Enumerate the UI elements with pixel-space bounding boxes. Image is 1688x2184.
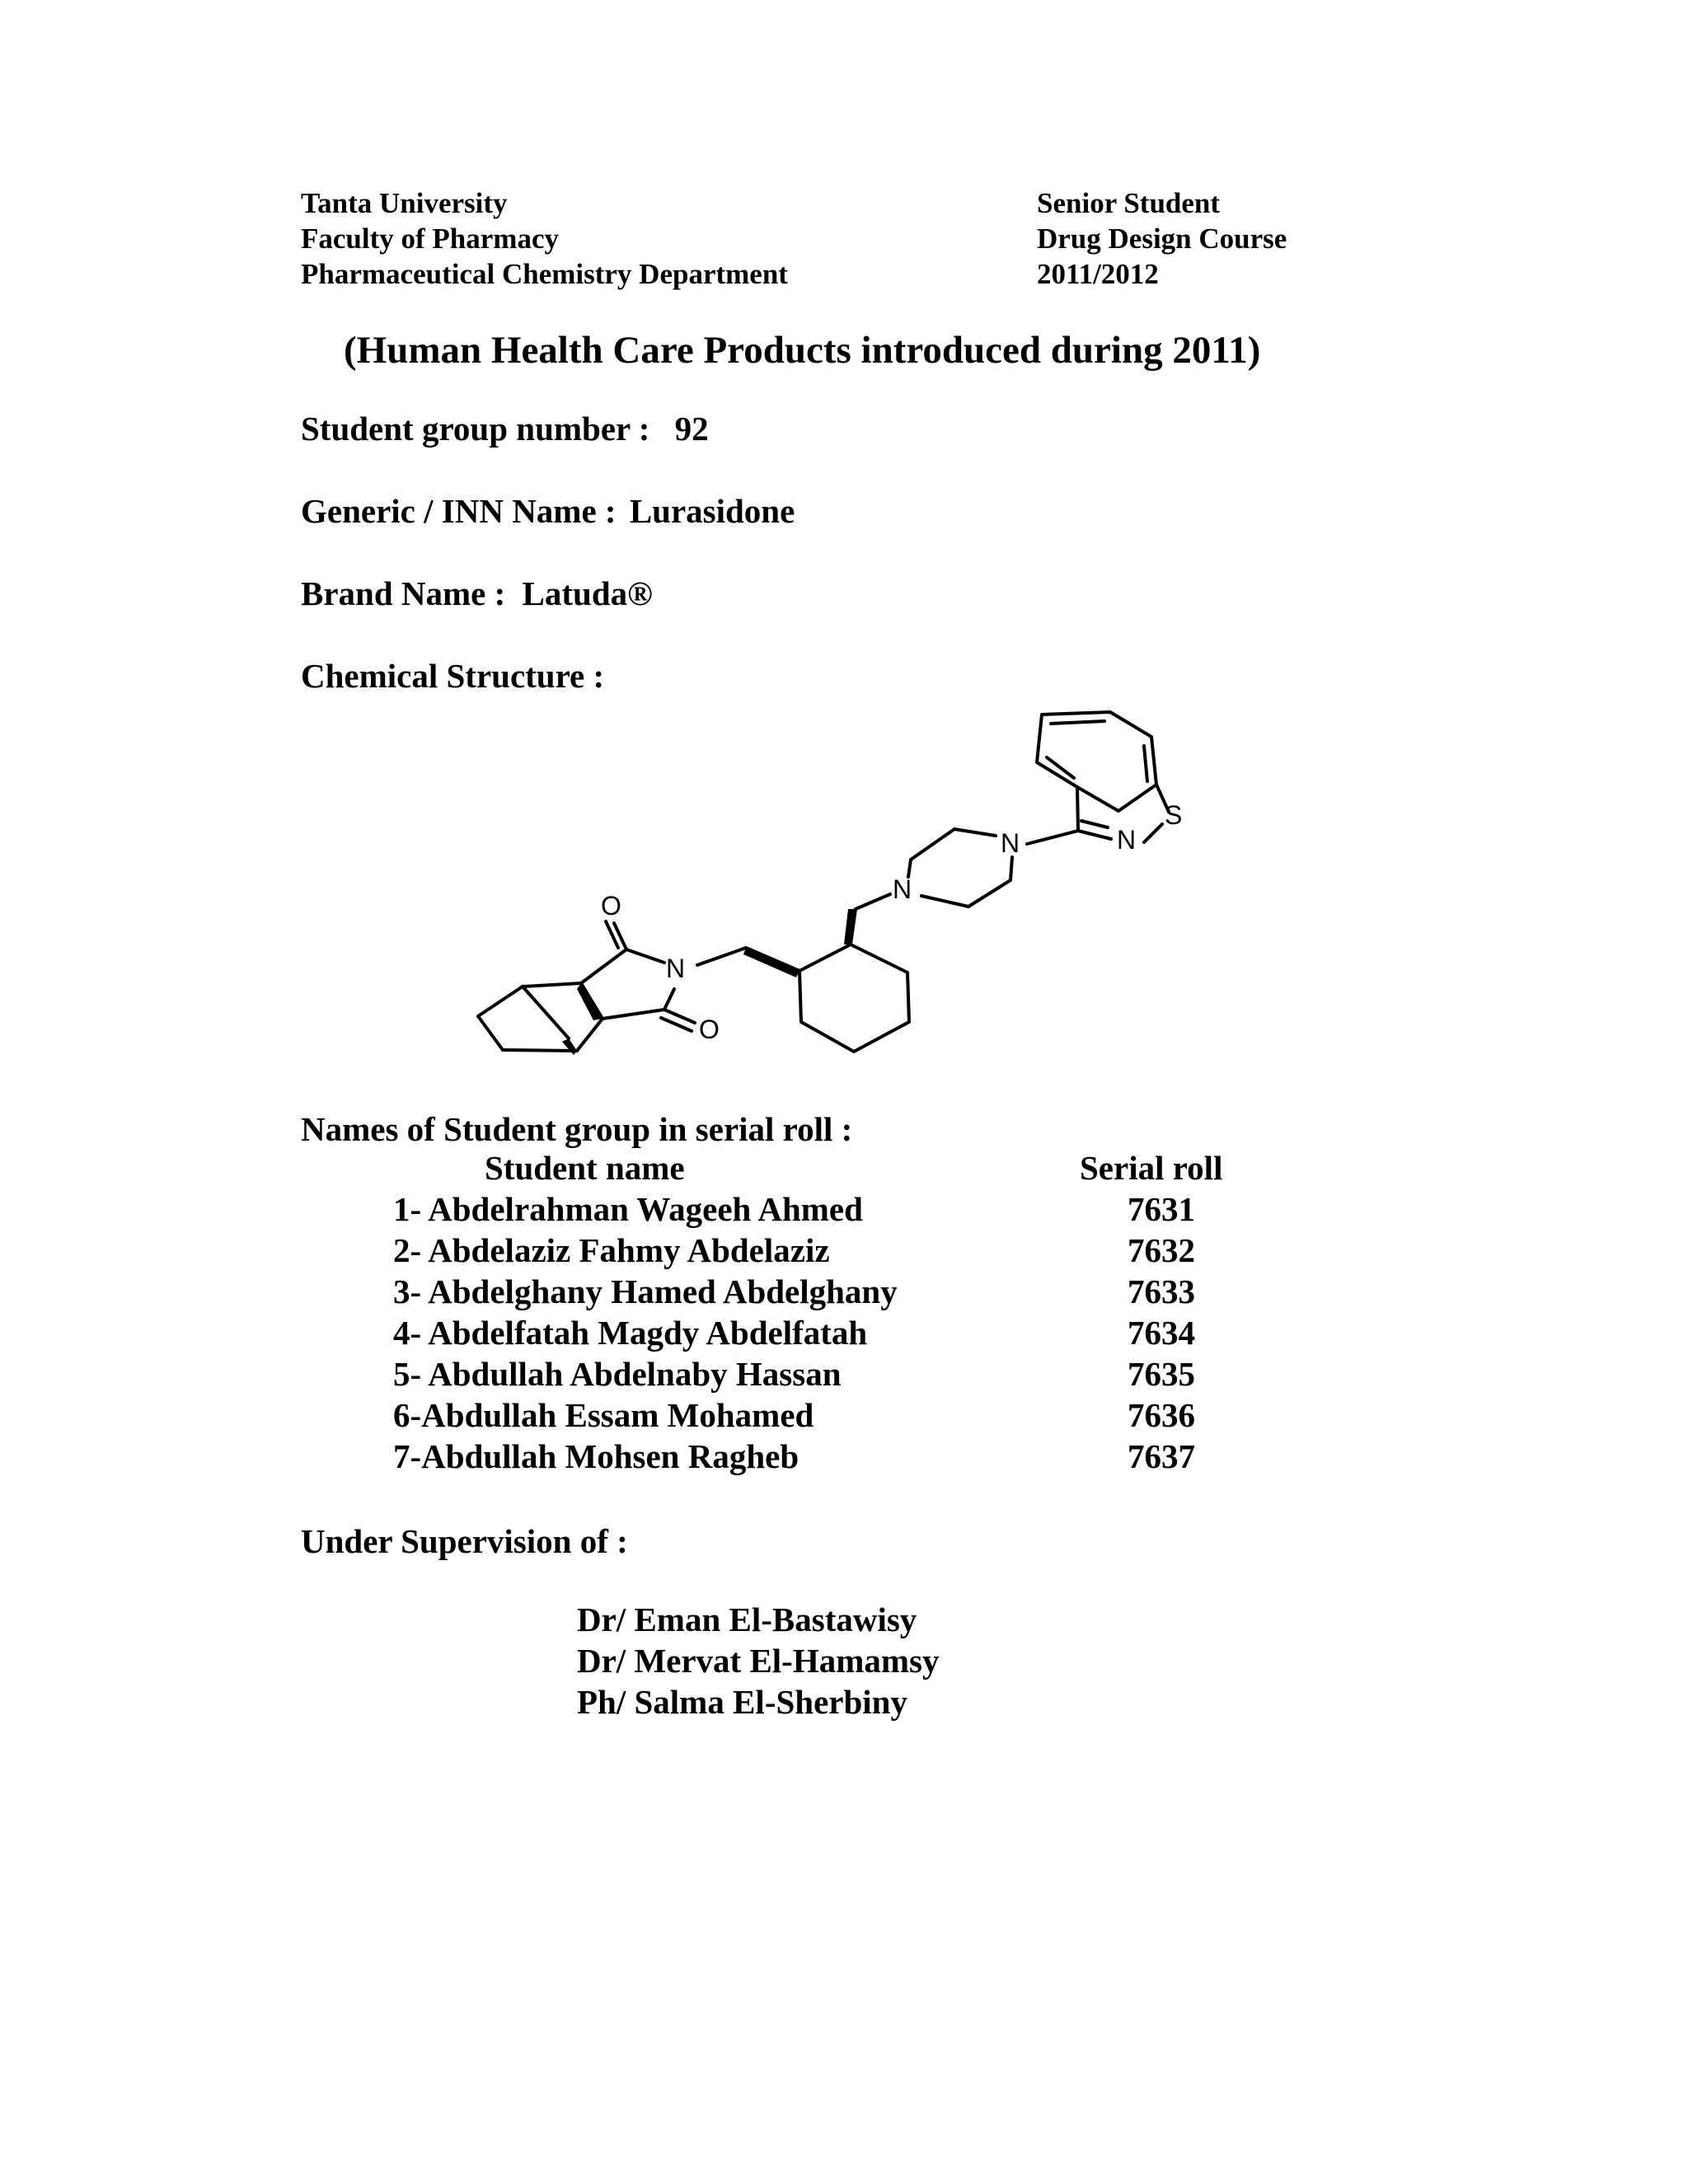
student-level: Senior Student [1037, 187, 1221, 219]
atom-nitrogen-imide: N [666, 954, 686, 983]
student-name: 7-Abdullah Mohsen Ragheb [393, 1437, 799, 1475]
student-roll: 7632 [1128, 1231, 1195, 1269]
student-name: 2- Abdelaziz Fahmy Abdelaziz [393, 1231, 830, 1269]
group-number-value: 92 [674, 410, 709, 448]
atom-sulfur: S [1165, 800, 1183, 830]
faculty-name: Faculty of Pharmacy [301, 223, 559, 255]
column-header-roll: Serial roll [1080, 1149, 1223, 1187]
cyclohexane-ring [799, 944, 909, 1052]
page-title: (Human Health Care Products introduced during 2011) [344, 329, 1261, 372]
students-heading: Names of Student group in serial roll : [301, 1110, 853, 1148]
student-name: 4- Abdelfatah Magdy Abdelfatah [393, 1314, 868, 1352]
student-row [393, 1436, 799, 1477]
generic-name-label: Generic / INN Name : [301, 492, 617, 530]
group-number-label: Student group number : [301, 410, 650, 448]
student-name: 6-Abdullah Essam Mohamed [393, 1396, 814, 1434]
atom-nitrogen-ring: N [1117, 825, 1137, 855]
student-row [393, 1394, 814, 1436]
student-row [393, 1188, 863, 1230]
students-table [301, 1147, 1290, 1493]
chemical-structure-label: Chemical Structure : [301, 657, 605, 695]
student-roll: 7635 [1128, 1355, 1195, 1393]
supervisor-name: Dr/ Eman El-Bastawisy [577, 1601, 917, 1638]
atom-nitrogen-piperazine-right: N [1001, 828, 1020, 858]
department-name: Pharmaceutical Chemistry Department [301, 258, 788, 290]
brand-name-value: Latuda® [522, 574, 653, 612]
supervisors-list [577, 1599, 940, 1722]
atom-oxygen-top: O [601, 891, 621, 921]
student-row [393, 1353, 842, 1394]
student-roll: 7634 [1128, 1314, 1195, 1352]
wedge-bond [577, 983, 603, 1020]
supervision-label: Under Supervision of : [301, 1522, 628, 1560]
student-row [393, 1271, 898, 1312]
student-roll: 7637 [1128, 1437, 1195, 1475]
imide-ring [626, 949, 664, 963]
academic-year: 2011/2012 [1037, 258, 1159, 290]
student-roll: 7631 [1128, 1190, 1195, 1228]
brand-name-label: Brand Name : [301, 574, 506, 612]
student-roll: 7636 [1128, 1396, 1195, 1434]
atom-nitrogen-piperazine-left: N [893, 874, 912, 904]
generic-name-value: Lurasidone [629, 492, 795, 530]
piperazine-ring [954, 829, 996, 836]
course-name: Drug Design Course [1037, 223, 1287, 255]
supervisor-name: Dr/ Mervat El-Hamamsy [577, 1642, 940, 1680]
wedge-bond [562, 1038, 577, 1055]
column-header-name: Student name [485, 1149, 685, 1187]
student-name: 5- Abdullah Abdelnaby Hassan [393, 1355, 842, 1393]
bicyclic-ring [523, 983, 581, 987]
student-row [393, 1312, 867, 1353]
supervisor-name: Ph/ Salma El-Sherbiny [577, 1683, 907, 1721]
student-name: 3- Abdelghany Hamed Abdelghany [393, 1272, 898, 1310]
student-row [393, 1230, 830, 1271]
atom-oxygen-bottom: O [699, 1015, 720, 1044]
student-name: 1- Abdelrahman Wageeh Ahmed [393, 1190, 863, 1228]
university-name: Tanta University [301, 187, 508, 219]
wedge-bond [743, 948, 799, 977]
student-roll: 7633 [1128, 1272, 1195, 1310]
